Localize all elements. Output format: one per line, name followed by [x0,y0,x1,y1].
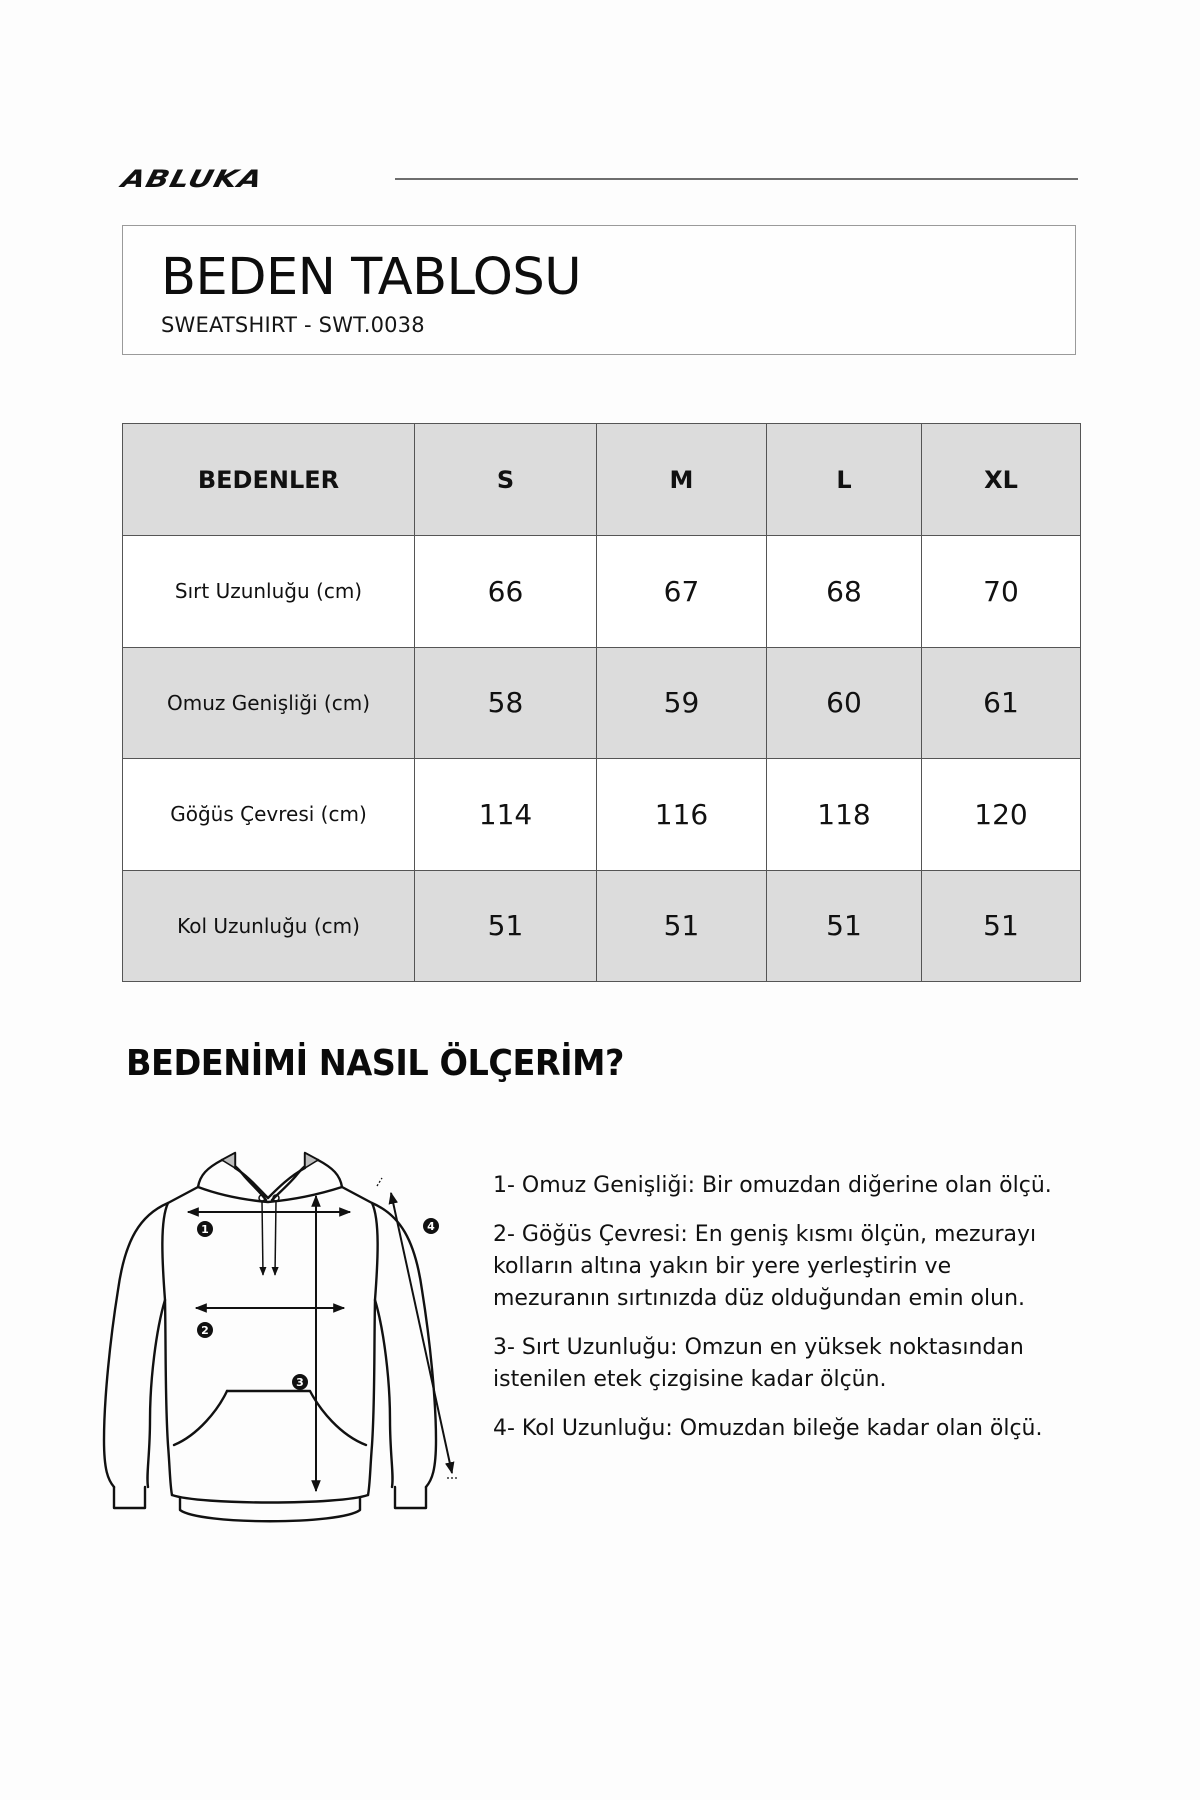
marker-4-icon [423,1218,439,1234]
cell-value: 66 [415,536,597,648]
title-box [122,225,1076,355]
measurement-instructions [493,1170,1073,1462]
cell-value: 51 [597,870,767,982]
row-label: Omuz Genişliği (cm) [123,647,415,759]
page-title: BEDEN TABLOSU [161,248,582,307]
row-label: Sırt Uzunluğu (cm) [123,536,415,648]
cell-value: 114 [415,759,597,871]
cell-value: 67 [597,536,767,648]
column-header-s: S [415,424,597,536]
svg-text:2: 2 [201,1324,209,1337]
instruction-back-length: 3- Sırt Uzunluğu: Omzun en yüksek noktasından istenilen etek çizgisine kadar ölçün. [493,1335,1024,1392]
svg-text:4: 4 [427,1220,435,1233]
column-header-xl: XL [922,424,1081,536]
size-chart-table [122,423,1081,982]
hoodie-outline-icon [104,1153,436,1521]
svg-text:1: 1 [201,1223,209,1236]
cell-value: 61 [922,647,1081,759]
cell-value: 116 [597,759,767,871]
sleeve-length-arrow [391,1193,452,1473]
marker-2-icon [197,1322,213,1338]
instruction-shoulder: 1- Omuz Genişliği: Bir omuzdan diğerine olan ölçü. [493,1173,1052,1198]
cell-value: 120 [922,759,1081,871]
product-code: SWEATSHIRT - SWT.0038 [161,313,425,337]
table-row [123,870,1081,982]
instruction-sleeve-length: 4- Kol Uzunluğu: Omuzdan bileğe kadar olan ölçü. [493,1416,1043,1441]
table-row [123,647,1081,759]
cell-value: 58 [415,647,597,759]
row-label: Göğüs Çevresi (cm) [123,759,415,871]
how-to-measure-heading: BEDENİMİ NASIL ÖLÇERİM? [126,1043,624,1084]
header-divider [395,178,1078,180]
column-header-l: L [767,424,922,536]
cell-value: 59 [597,647,767,759]
brand-logo: ABLUKA [118,165,266,194]
cell-value: 118 [767,759,922,871]
cell-value: 51 [922,870,1081,982]
table-row [123,759,1081,871]
column-header-m: M [597,424,767,536]
cell-value: 68 [767,536,922,648]
table-header-row [123,424,1081,536]
cell-value: 51 [415,870,597,982]
marker-3-icon [292,1374,308,1390]
instruction-chest: 2- Göğüs Çevresi: En geniş kısmı ölçün, mezurayı kolların altına yakın bir yere yerleştirin ve mezuranın sırtınızda düz olduğundan emin olun. [493,1222,1037,1311]
table-row [123,536,1081,648]
svg-text:3: 3 [296,1376,304,1389]
sleeve-start-dots [377,1178,382,1186]
marker-1-icon [197,1221,213,1237]
cell-value: 60 [767,647,922,759]
hoodie-measurement-diagram [90,1130,480,1540]
column-header-sizes: BEDENLER [123,424,415,536]
cell-value: 51 [767,870,922,982]
cell-value: 70 [922,536,1081,648]
row-label: Kol Uzunluğu (cm) [123,870,415,982]
